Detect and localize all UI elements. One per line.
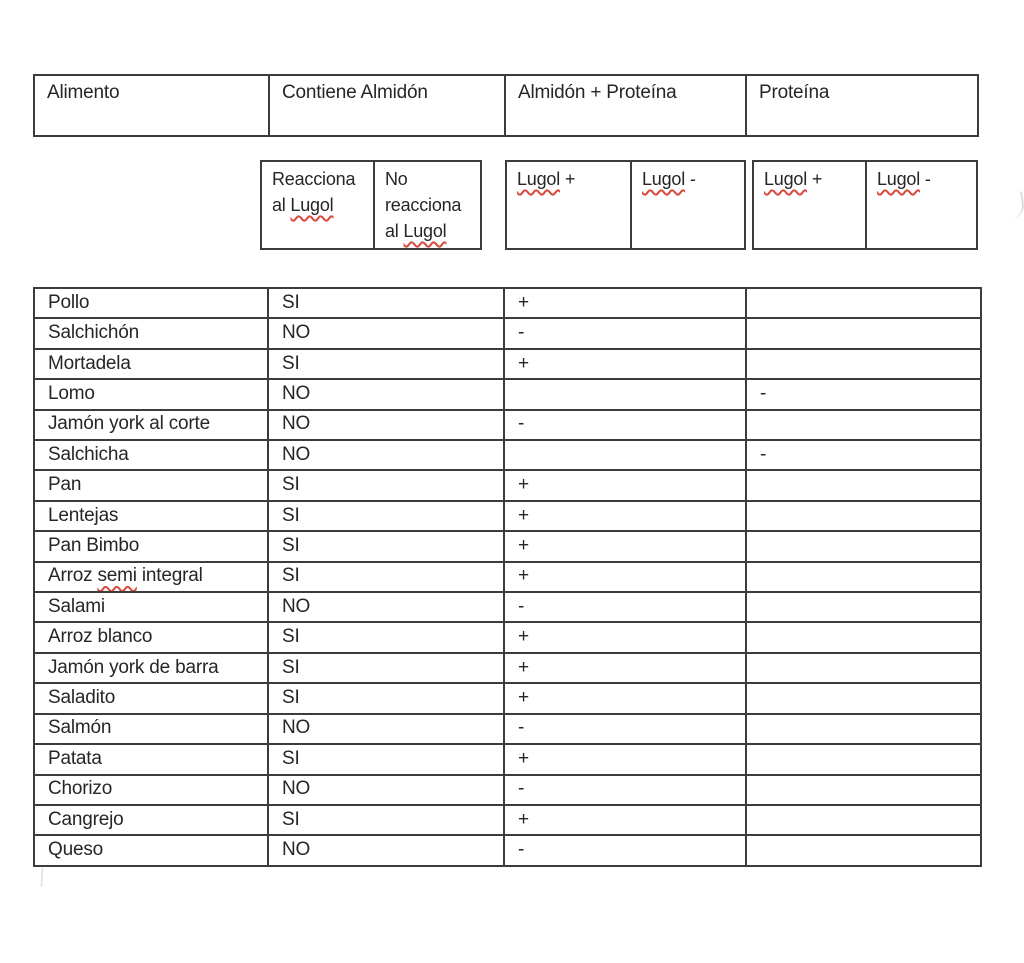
table-row bbox=[34, 379, 981, 409]
almidon-proteina-result-cell: - bbox=[504, 775, 746, 805]
contiene-almidon-cell: NO bbox=[268, 379, 504, 409]
food-name-cell bbox=[34, 288, 268, 318]
food-name-text: Salami bbox=[48, 595, 105, 617]
contiene-almidon-cell: NO bbox=[268, 440, 504, 470]
almidon-proteina-result-cell: + bbox=[504, 683, 746, 713]
contiene-almidon-cell: NO bbox=[268, 410, 504, 440]
contiene-almidon-cell: SI bbox=[268, 470, 504, 500]
table-row bbox=[34, 349, 981, 379]
almidon-proteina-result-cell: + bbox=[504, 653, 746, 683]
subheader-row bbox=[0, 160, 1024, 250]
table-row bbox=[34, 653, 981, 683]
subheader-cell-0-0 bbox=[260, 160, 375, 250]
almidon-proteina-result-cell: + bbox=[504, 805, 746, 835]
almidon-proteina-result-cell: - bbox=[504, 714, 746, 744]
contiene-almidon-cell: NO bbox=[268, 592, 504, 622]
category-header-table bbox=[33, 74, 979, 137]
contiene-almidon-cell: SI bbox=[268, 562, 504, 592]
food-name-text: integral bbox=[136, 565, 203, 587]
table-row bbox=[34, 562, 981, 592]
proteina-result-cell bbox=[746, 622, 981, 652]
proteina-result-cell bbox=[746, 531, 981, 561]
header-cell-proteina: Proteína bbox=[746, 75, 978, 136]
proteina-result-cell bbox=[746, 470, 981, 500]
almidon-proteina-result-cell: + bbox=[504, 501, 746, 531]
food-name-misspelled-word: semi bbox=[97, 565, 137, 587]
almidon-proteina-result-cell: - bbox=[504, 592, 746, 622]
food-name-cell bbox=[34, 379, 268, 409]
food-name-cell bbox=[34, 318, 268, 348]
subheader-cell-0-1 bbox=[373, 160, 482, 250]
food-name-cell bbox=[34, 835, 268, 866]
subheader-group-0 bbox=[260, 160, 482, 250]
food-name-text: Pan bbox=[48, 474, 82, 496]
food-name-text: Saladito bbox=[48, 686, 116, 708]
food-name-text: Arroz bbox=[48, 565, 98, 587]
subheader-cell-misspelled-word: Lugol bbox=[877, 169, 921, 189]
food-name-cell bbox=[34, 714, 268, 744]
proteina-result-cell: - bbox=[746, 440, 981, 470]
food-table bbox=[33, 287, 982, 867]
contiene-almidon-cell: SI bbox=[268, 683, 504, 713]
food-name-text: Chorizo bbox=[48, 778, 113, 800]
almidon-proteina-result-cell: + bbox=[504, 470, 746, 500]
table-row bbox=[34, 288, 981, 318]
contiene-almidon-cell: NO bbox=[268, 835, 504, 866]
food-name-text: Jamón york de barra bbox=[48, 656, 219, 678]
food-name-cell bbox=[34, 349, 268, 379]
contiene-almidon-cell: SI bbox=[268, 288, 504, 318]
proteina-result-cell: - bbox=[746, 379, 981, 409]
header-cell-alimento: Alimento bbox=[34, 75, 269, 136]
table-row bbox=[34, 592, 981, 622]
proteina-result-cell bbox=[746, 714, 981, 744]
almidon-proteina-result-cell: + bbox=[504, 531, 746, 561]
contiene-almidon-cell: SI bbox=[268, 622, 504, 652]
food-name-cell bbox=[34, 805, 268, 835]
almidon-proteina-result-cell: + bbox=[504, 349, 746, 379]
table-row bbox=[34, 318, 981, 348]
proteina-result-cell bbox=[746, 835, 981, 866]
food-name-text: Lomo bbox=[48, 382, 95, 404]
proteina-result-cell bbox=[746, 653, 981, 683]
food-name-cell bbox=[34, 470, 268, 500]
contiene-almidon-cell: SI bbox=[268, 531, 504, 561]
almidon-proteina-result-cell bbox=[504, 440, 746, 470]
food-name-cell bbox=[34, 501, 268, 531]
food-name-text: Salchichón bbox=[48, 322, 139, 344]
proteina-result-cell bbox=[746, 744, 981, 774]
food-name-cell bbox=[34, 683, 268, 713]
header-cell-contiene-almidon: Contiene Almidón bbox=[269, 75, 505, 136]
table-row bbox=[34, 805, 981, 835]
subheader-cell-2-1 bbox=[865, 160, 978, 250]
food-name-text: Pollo bbox=[48, 291, 90, 313]
subheader-cell-text: No reacciona al bbox=[385, 169, 462, 241]
proteina-result-cell bbox=[746, 562, 981, 592]
proteina-result-cell bbox=[746, 775, 981, 805]
almidon-proteina-result-cell: - bbox=[504, 318, 746, 348]
subheader-cell-text: + bbox=[560, 169, 576, 189]
subheader-cell-misspelled-word: Lugol bbox=[642, 169, 686, 189]
almidon-proteina-result-cell: + bbox=[504, 562, 746, 592]
proteina-result-cell bbox=[746, 683, 981, 713]
subheader-cell-text: - bbox=[920, 169, 931, 189]
header-cell-almidon-proteina: Almidón + Proteína bbox=[505, 75, 746, 136]
almidon-proteina-result-cell bbox=[504, 379, 746, 409]
category-header-row bbox=[34, 75, 978, 136]
contiene-almidon-cell: NO bbox=[268, 775, 504, 805]
proteina-result-cell bbox=[746, 501, 981, 531]
proteina-result-cell bbox=[746, 805, 981, 835]
food-table-body bbox=[34, 288, 981, 866]
food-name-text: Queso bbox=[48, 839, 103, 861]
subheader-cell-text: Reacciona al bbox=[272, 169, 356, 215]
food-name-cell bbox=[34, 775, 268, 805]
food-name-text: Patata bbox=[48, 747, 102, 769]
table-row bbox=[34, 714, 981, 744]
food-name-cell bbox=[34, 592, 268, 622]
food-name-cell bbox=[34, 440, 268, 470]
subheader-cell-1-0 bbox=[505, 160, 632, 250]
food-name-text: Jamón york al corte bbox=[48, 413, 210, 435]
subheader-cell-misspelled-word: Lugol bbox=[290, 195, 334, 215]
food-name-text: Lentejas bbox=[48, 504, 119, 526]
food-name-cell bbox=[34, 622, 268, 652]
scan-artifact-bottom-left bbox=[41, 868, 44, 887]
subheader-cell-text: - bbox=[685, 169, 696, 189]
table-row bbox=[34, 501, 981, 531]
contiene-almidon-cell: SI bbox=[268, 805, 504, 835]
subheader-cell-text: + bbox=[807, 169, 823, 189]
subheader-cell-misspelled-word: Lugol bbox=[764, 169, 808, 189]
food-name-text: Pan Bimbo bbox=[48, 534, 140, 556]
food-name-cell bbox=[34, 744, 268, 774]
contiene-almidon-cell: SI bbox=[268, 744, 504, 774]
subheader-cell-misspelled-word: Lugol bbox=[517, 169, 561, 189]
food-name-cell bbox=[34, 653, 268, 683]
subheader-group-1 bbox=[505, 160, 746, 250]
contiene-almidon-cell: SI bbox=[268, 501, 504, 531]
proteina-result-cell bbox=[746, 318, 981, 348]
subheader-cell-2-0 bbox=[752, 160, 867, 250]
almidon-proteina-result-cell: + bbox=[504, 744, 746, 774]
proteina-result-cell bbox=[746, 410, 981, 440]
contiene-almidon-cell: SI bbox=[268, 349, 504, 379]
food-name-cell bbox=[34, 562, 268, 592]
table-row bbox=[34, 440, 981, 470]
food-name-cell bbox=[34, 531, 268, 561]
table-row bbox=[34, 744, 981, 774]
contiene-almidon-cell: NO bbox=[268, 714, 504, 744]
food-name-text: Salmón bbox=[48, 717, 112, 739]
table-row bbox=[34, 622, 981, 652]
almidon-proteina-result-cell: - bbox=[504, 410, 746, 440]
proteina-result-cell bbox=[746, 288, 981, 318]
table-row bbox=[34, 775, 981, 805]
almidon-proteina-result-cell: - bbox=[504, 835, 746, 866]
table-row bbox=[34, 531, 981, 561]
table-row bbox=[34, 683, 981, 713]
food-name-text: Arroz blanco bbox=[48, 626, 153, 648]
almidon-proteina-result-cell: + bbox=[504, 288, 746, 318]
proteina-result-cell bbox=[746, 349, 981, 379]
contiene-almidon-cell: SI bbox=[268, 653, 504, 683]
subheader-cell-misspelled-word: Lugol bbox=[403, 221, 447, 241]
contiene-almidon-cell: NO bbox=[268, 318, 504, 348]
table-row bbox=[34, 835, 981, 866]
table-row bbox=[34, 410, 981, 440]
food-name-text: Salchicha bbox=[48, 443, 129, 465]
food-name-text: Cangrejo bbox=[48, 808, 124, 830]
proteina-result-cell bbox=[746, 592, 981, 622]
subheader-cell-1-1 bbox=[630, 160, 746, 250]
food-name-cell bbox=[34, 410, 268, 440]
food-name-text: Mortadela bbox=[48, 352, 131, 374]
subheader-group-2 bbox=[752, 160, 978, 250]
almidon-proteina-result-cell: + bbox=[504, 622, 746, 652]
table-row bbox=[34, 470, 981, 500]
